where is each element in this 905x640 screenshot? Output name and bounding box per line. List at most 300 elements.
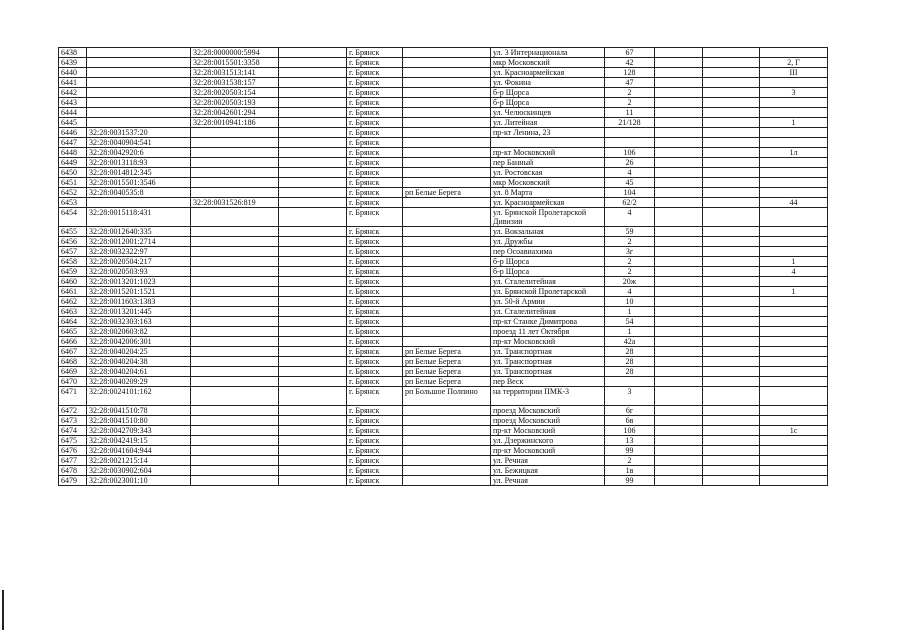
building-part-cell: 1 — [760, 118, 828, 128]
row-number: 6462 — [59, 297, 87, 307]
table-row — [59, 78, 828, 88]
cell-empty-3 — [703, 406, 760, 416]
house-number-cell: 54 — [605, 317, 655, 327]
building-part-cell — [760, 416, 828, 426]
city-cell: г. Брянск — [347, 188, 403, 198]
cell-empty-2 — [655, 476, 703, 486]
cell-empty-2 — [655, 247, 703, 257]
house-number-cell: 45 — [605, 178, 655, 188]
street-cell: пер Банный — [491, 158, 605, 168]
building-part-cell — [760, 456, 828, 466]
house-number-cell: 2 — [605, 257, 655, 267]
row-number: 6479 — [59, 476, 87, 486]
city-cell: г. Брянск — [347, 208, 403, 227]
cell-empty-2 — [655, 337, 703, 347]
table-row — [59, 108, 828, 118]
cell-empty-2 — [655, 267, 703, 277]
table-row — [59, 237, 828, 247]
row-number: 6477 — [59, 456, 87, 466]
cell-empty — [279, 317, 347, 327]
house-number-cell: 4 — [605, 168, 655, 178]
building-part-cell — [760, 406, 828, 416]
cadastral-number-land — [87, 108, 191, 118]
cell-empty — [279, 108, 347, 118]
house-number-cell: 10 — [605, 297, 655, 307]
building-part-cell — [760, 367, 828, 377]
street-cell: ул. Брянской Пролетарской Дивизии — [491, 208, 605, 227]
building-part-cell — [760, 108, 828, 118]
house-number-cell: 59 — [605, 227, 655, 237]
house-number-cell: 2 — [605, 88, 655, 98]
table-row — [59, 456, 828, 466]
cadastral-number-land — [87, 78, 191, 88]
city-cell: г. Брянск — [347, 287, 403, 297]
cell-empty-2 — [655, 347, 703, 357]
cell-empty-3 — [703, 227, 760, 237]
cell-empty-3 — [703, 436, 760, 446]
cadastral-number-land: 32:28:0041604:944 — [87, 446, 191, 456]
building-part-cell — [760, 327, 828, 337]
cell-empty — [279, 287, 347, 297]
cell-empty-3 — [703, 416, 760, 426]
table-row — [59, 247, 828, 257]
cadastral-number-land: 32:28:0015501:3546 — [87, 178, 191, 188]
row-number: 6454 — [59, 208, 87, 227]
settlement-cell — [403, 307, 491, 317]
table-row — [59, 118, 828, 128]
street-cell: ул. Речная — [491, 476, 605, 486]
cell-empty-3 — [703, 108, 760, 118]
cadastral-number-building — [191, 406, 279, 416]
cadastral-number-land: 32:28:0013118:93 — [87, 158, 191, 168]
cell-empty-2 — [655, 287, 703, 297]
cadastral-number-building — [191, 227, 279, 237]
cadastral-number-building — [191, 327, 279, 337]
building-part-cell: 1л — [760, 148, 828, 158]
cadastral-number-building: 32:28:0010941:186 — [191, 118, 279, 128]
row-number: 6475 — [59, 436, 87, 446]
building-part-cell: 4 — [760, 267, 828, 277]
cadastral-number-building: 32:28:0020503:154 — [191, 88, 279, 98]
cell-empty — [279, 277, 347, 287]
table-row — [59, 178, 828, 188]
row-number: 6452 — [59, 188, 87, 198]
cadastral-number-land — [87, 58, 191, 68]
settlement-cell — [403, 78, 491, 88]
street-cell: ул. Фокина — [491, 78, 605, 88]
cell-empty-3 — [703, 307, 760, 317]
row-number: 6476 — [59, 446, 87, 456]
street-cell: ул. Сталелитейная — [491, 307, 605, 317]
building-part-cell — [760, 98, 828, 108]
settlement-cell — [403, 168, 491, 178]
cadastral-number-land: 32:28:0042709:343 — [87, 426, 191, 436]
building-part-cell — [760, 128, 828, 138]
cell-empty-2 — [655, 98, 703, 108]
street-cell: ул. Сталелитейная — [491, 277, 605, 287]
cadastral-number-land: 32:28:0020503:93 — [87, 267, 191, 277]
house-number-cell: 2 — [605, 237, 655, 247]
street-cell: проезд Московский — [491, 406, 605, 416]
street-cell: проезд 11 лет Октября — [491, 327, 605, 337]
cadastral-number-building — [191, 257, 279, 267]
cell-empty-2 — [655, 138, 703, 148]
street-cell: ул. Дружбы — [491, 237, 605, 247]
settlement-cell — [403, 178, 491, 188]
city-cell: г. Брянск — [347, 307, 403, 317]
cell-empty-2 — [655, 277, 703, 287]
house-number-cell: 2 — [605, 98, 655, 108]
cell-empty — [279, 267, 347, 277]
cadastral-number-land — [87, 118, 191, 128]
house-number-cell: 28 — [605, 347, 655, 357]
street-cell: на территории ПМК-3 — [491, 387, 605, 406]
house-number-cell: 106 — [605, 148, 655, 158]
street-cell: пер Осоавиахима — [491, 247, 605, 257]
house-number-cell: 2 — [605, 456, 655, 466]
street-cell: ул. Литейная — [491, 118, 605, 128]
cell-empty-2 — [655, 188, 703, 198]
building-part-cell — [760, 357, 828, 367]
cell-empty-3 — [703, 466, 760, 476]
house-number-cell: 42 — [605, 58, 655, 68]
settlement-cell — [403, 208, 491, 227]
cell-empty — [279, 307, 347, 317]
cell-empty — [279, 98, 347, 108]
cell-empty-3 — [703, 118, 760, 128]
cell-empty-2 — [655, 208, 703, 227]
house-number-cell: 28 — [605, 367, 655, 377]
settlement-cell — [403, 446, 491, 456]
settlement-cell — [403, 456, 491, 466]
building-part-cell: 1 — [760, 287, 828, 297]
street-cell: ул. Брянской Пролетарской — [491, 287, 605, 297]
row-number: 6451 — [59, 178, 87, 188]
cell-empty-2 — [655, 158, 703, 168]
city-cell: г. Брянск — [347, 68, 403, 78]
cadastral-number-land: 32:28:0040204:61 — [87, 367, 191, 377]
cell-empty-2 — [655, 327, 703, 337]
cell-empty-2 — [655, 118, 703, 128]
cadastral-number-building — [191, 297, 279, 307]
cell-empty-2 — [655, 406, 703, 416]
city-cell: г. Брянск — [347, 128, 403, 138]
settlement-cell — [403, 287, 491, 297]
settlement-cell — [403, 128, 491, 138]
cadastral-number-land: 32:28:0032303:163 — [87, 317, 191, 327]
cadastral-number-land: 32:28:0013201:1023 — [87, 277, 191, 287]
cell-empty-2 — [655, 387, 703, 406]
cell-empty-3 — [703, 446, 760, 456]
row-number: 6458 — [59, 257, 87, 267]
table-row — [59, 287, 828, 297]
street-cell: ул. Транспортная — [491, 357, 605, 367]
cell-empty-2 — [655, 307, 703, 317]
table-row — [59, 436, 828, 446]
house-number-cell — [605, 128, 655, 138]
row-number: 6470 — [59, 377, 87, 387]
cadastral-number-land: 32:28:0041510:78 — [87, 406, 191, 416]
city-cell: г. Брянск — [347, 297, 403, 307]
city-cell: г. Брянск — [347, 247, 403, 257]
house-number-cell: 4 — [605, 208, 655, 227]
cell-empty-3 — [703, 287, 760, 297]
cell-empty-2 — [655, 426, 703, 436]
row-number: 6464 — [59, 317, 87, 327]
settlement-cell — [403, 476, 491, 486]
table-row — [59, 387, 828, 406]
building-part-cell — [760, 208, 828, 227]
cell-empty-3 — [703, 178, 760, 188]
cell-empty — [279, 58, 347, 68]
row-number: 6441 — [59, 78, 87, 88]
table-row — [59, 58, 828, 68]
cadastral-number-building — [191, 426, 279, 436]
settlement-cell — [403, 237, 491, 247]
cadastral-number-land: 32:28:0040535:8 — [87, 188, 191, 198]
row-number: 6447 — [59, 138, 87, 148]
house-number-cell: 62/2 — [605, 198, 655, 208]
cell-empty — [279, 138, 347, 148]
row-number: 6463 — [59, 307, 87, 317]
cell-empty-3 — [703, 88, 760, 98]
row-number: 6466 — [59, 337, 87, 347]
cadastral-number-building — [191, 208, 279, 227]
row-number: 6467 — [59, 347, 87, 357]
row-number: 6478 — [59, 466, 87, 476]
house-number-cell: 67 — [605, 48, 655, 58]
row-number: 6455 — [59, 227, 87, 237]
settlement-cell: рп Белые Берега — [403, 188, 491, 198]
table-row — [59, 317, 828, 327]
cell-empty — [279, 227, 347, 237]
cell-empty-3 — [703, 247, 760, 257]
cadastral-number-land: 32:28:0013201:445 — [87, 307, 191, 317]
street-cell: пр-кт Ленина, 23 — [491, 128, 605, 138]
house-number-cell: 1в — [605, 466, 655, 476]
building-part-cell — [760, 466, 828, 476]
cell-empty-3 — [703, 357, 760, 367]
table-row — [59, 188, 828, 198]
table-row — [59, 406, 828, 416]
table-row — [59, 476, 828, 486]
house-number-cell: 28 — [605, 357, 655, 367]
cadastral-number-building — [191, 416, 279, 426]
building-part-cell — [760, 476, 828, 486]
settlement-cell — [403, 406, 491, 416]
cell-empty — [279, 327, 347, 337]
row-number: 6449 — [59, 158, 87, 168]
building-part-cell — [760, 188, 828, 198]
row-number: 6473 — [59, 416, 87, 426]
city-cell: г. Брянск — [347, 118, 403, 128]
table-row — [59, 446, 828, 456]
street-cell: ул. 50-й Армии — [491, 297, 605, 307]
cell-empty-3 — [703, 198, 760, 208]
cell-empty — [279, 48, 347, 58]
cadastral-number-land: 32:28:0011603:1383 — [87, 297, 191, 307]
building-part-cell — [760, 377, 828, 387]
table-row — [59, 138, 828, 148]
building-part-cell: 2, Г — [760, 58, 828, 68]
building-part-cell: 3 — [760, 88, 828, 98]
city-cell: г. Брянск — [347, 98, 403, 108]
row-number: 6460 — [59, 277, 87, 287]
building-part-cell — [760, 446, 828, 456]
settlement-cell — [403, 58, 491, 68]
building-part-cell — [760, 337, 828, 347]
cell-empty — [279, 128, 347, 138]
cadastral-number-building — [191, 466, 279, 476]
building-part-cell — [760, 436, 828, 446]
city-cell: г. Брянск — [347, 466, 403, 476]
row-number: 6461 — [59, 287, 87, 297]
settlement-cell — [403, 267, 491, 277]
street-cell: пр-кт Московский — [491, 148, 605, 158]
city-cell: г. Брянск — [347, 148, 403, 158]
row-number: 6471 — [59, 387, 87, 406]
cell-empty-3 — [703, 78, 760, 88]
cadastral-number-building — [191, 287, 279, 297]
house-number-cell: 26 — [605, 158, 655, 168]
settlement-cell — [403, 88, 491, 98]
cadastral-number-land: 32:28:0040204:38 — [87, 357, 191, 367]
table-row — [59, 377, 828, 387]
table-row — [59, 98, 828, 108]
row-number: 6468 — [59, 357, 87, 367]
street-cell: пр-кт Станке Димитрова — [491, 317, 605, 327]
city-cell: г. Брянск — [347, 168, 403, 178]
cadastral-number-building: 32:28:0042601:294 — [191, 108, 279, 118]
cell-empty-2 — [655, 466, 703, 476]
table-row — [59, 168, 828, 178]
city-cell: г. Брянск — [347, 58, 403, 68]
city-cell: г. Брянск — [347, 327, 403, 337]
house-number-cell: 6в — [605, 416, 655, 426]
settlement-cell — [403, 227, 491, 237]
city-cell: г. Брянск — [347, 178, 403, 188]
cell-empty-2 — [655, 148, 703, 158]
settlement-cell — [403, 158, 491, 168]
settlement-cell: рп Белые Берега — [403, 347, 491, 357]
city-cell: г. Брянск — [347, 227, 403, 237]
table-row — [59, 307, 828, 317]
row-number: 6443 — [59, 98, 87, 108]
cadastral-number-building: 32:28:0000000:5994 — [191, 48, 279, 58]
city-cell: г. Брянск — [347, 198, 403, 208]
cadastral-number-land: 32:28:0020603:82 — [87, 327, 191, 337]
settlement-cell — [403, 466, 491, 476]
table-row — [59, 48, 828, 58]
table-row — [59, 148, 828, 158]
city-cell: г. Брянск — [347, 317, 403, 327]
settlement-cell: рп Белые Берега — [403, 357, 491, 367]
page-edge-mark — [2, 590, 4, 630]
cadastral-number-building — [191, 367, 279, 377]
cell-empty-2 — [655, 88, 703, 98]
cadastral-number-building — [191, 138, 279, 148]
cell-empty-2 — [655, 227, 703, 237]
city-cell: г. Брянск — [347, 476, 403, 486]
settlement-cell — [403, 198, 491, 208]
house-number-cell: 104 — [605, 188, 655, 198]
cell-empty-2 — [655, 416, 703, 426]
cadastral-number-land — [87, 68, 191, 78]
building-part-cell — [760, 317, 828, 327]
cadastral-number-building — [191, 267, 279, 277]
table-row — [59, 466, 828, 476]
cell-empty-3 — [703, 138, 760, 148]
cell-empty — [279, 78, 347, 88]
house-number-cell: 13 — [605, 436, 655, 446]
cadastral-number-land: 32:28:0040204:25 — [87, 347, 191, 357]
settlement-cell — [403, 327, 491, 337]
city-cell: г. Брянск — [347, 138, 403, 148]
table-row — [59, 416, 828, 426]
settlement-cell — [403, 317, 491, 327]
settlement-cell — [403, 138, 491, 148]
house-number-cell: 47 — [605, 78, 655, 88]
cadastral-number-land: 32:28:0020504:217 — [87, 257, 191, 267]
city-cell: г. Брянск — [347, 357, 403, 367]
cadastral-number-building — [191, 337, 279, 347]
settlement-cell: рп Большое Полпино — [403, 387, 491, 406]
house-number-cell: 2 — [605, 267, 655, 277]
cadastral-number-building: 32:28:0015501:3358 — [191, 58, 279, 68]
table-row — [59, 158, 828, 168]
building-part-cell — [760, 158, 828, 168]
row-number: 6438 — [59, 48, 87, 58]
cell-empty-2 — [655, 446, 703, 456]
cell-empty — [279, 426, 347, 436]
house-number-cell: 20ж — [605, 277, 655, 287]
settlement-cell — [403, 247, 491, 257]
settlement-cell — [403, 118, 491, 128]
cell-empty — [279, 377, 347, 387]
cadastral-number-building — [191, 357, 279, 367]
cell-empty — [279, 406, 347, 416]
cell-empty-2 — [655, 198, 703, 208]
house-number-cell: 4 — [605, 287, 655, 297]
cell-empty-2 — [655, 436, 703, 446]
building-part-cell: III — [760, 68, 828, 78]
city-cell: г. Брянск — [347, 456, 403, 466]
cadastral-number-land — [87, 98, 191, 108]
cadastral-number-building — [191, 436, 279, 446]
building-part-cell — [760, 48, 828, 58]
row-number: 6445 — [59, 118, 87, 128]
cell-empty-2 — [655, 48, 703, 58]
cadastral-number-building — [191, 476, 279, 486]
cadastral-number-land: 32:28:0015118:431 — [87, 208, 191, 227]
cadastral-number-land: 32:28:0030902:604 — [87, 466, 191, 476]
cell-empty-3 — [703, 327, 760, 337]
city-cell: г. Брянск — [347, 377, 403, 387]
settlement-cell — [403, 277, 491, 287]
cell-empty-2 — [655, 367, 703, 377]
settlement-cell — [403, 68, 491, 78]
settlement-cell — [403, 148, 491, 158]
building-part-cell — [760, 178, 828, 188]
street-cell: пер Веск — [491, 377, 605, 387]
cell-empty-3 — [703, 48, 760, 58]
cadastral-number-land: 32:28:0041510:80 — [87, 416, 191, 426]
cell-empty — [279, 257, 347, 267]
row-number: 6459 — [59, 267, 87, 277]
building-part-cell — [760, 297, 828, 307]
city-cell: г. Брянск — [347, 367, 403, 377]
city-cell: г. Брянск — [347, 267, 403, 277]
